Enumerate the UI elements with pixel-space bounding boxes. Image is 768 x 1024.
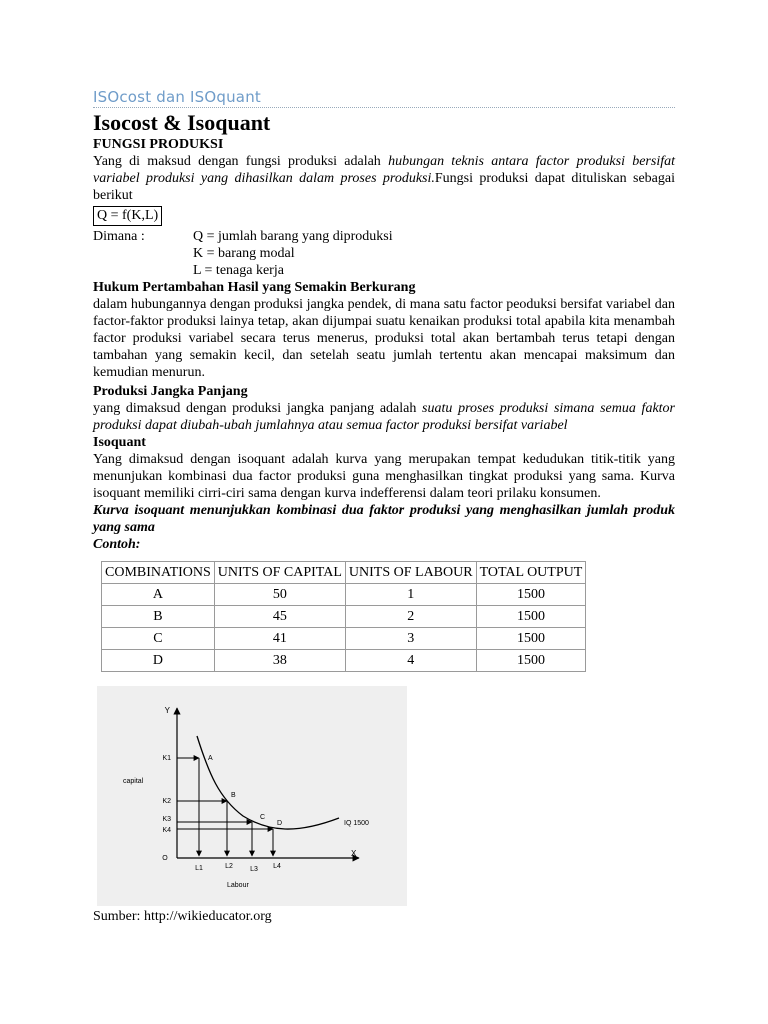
formula-box: Q = f(K,L) — [93, 206, 162, 226]
k2-label: K2 — [162, 798, 171, 805]
table-header: UNITS OF CAPITAL — [214, 562, 345, 584]
blog-title[interactable]: ISOcost dan ISOquant — [93, 88, 675, 108]
table-cell: 1 — [345, 584, 476, 606]
table-cell: 3 — [345, 628, 476, 650]
source-citation: Sumber: http://wikieducator.org — [93, 909, 272, 924]
y-axis-label: capital — [123, 778, 144, 785]
contoh-label: Contoh: — [93, 537, 141, 552]
table-cell: 50 — [214, 584, 345, 606]
table-cell: 1500 — [476, 584, 586, 606]
table-cell: C — [102, 628, 215, 650]
table-cell: 45 — [214, 606, 345, 628]
l1-label: L1 — [195, 865, 203, 872]
dimana-k: K = barang modal — [193, 246, 295, 261]
point-d-label: D — [277, 820, 283, 827]
combinations-table — [101, 561, 586, 672]
dimana-list — [93, 228, 675, 279]
table-cell: 1500 — [476, 628, 586, 650]
table-cell: 4 — [345, 650, 476, 672]
document-page — [93, 88, 675, 672]
origin-label: O — [162, 855, 168, 862]
dimana-label: Dimana : — [93, 229, 145, 244]
isoquant-emphasis: Kurva isoquant menunjukkan kombinasi dua faktor produksi yang menghasilkan jumlah produk yang sama — [93, 503, 675, 535]
point-b-label: B — [231, 792, 236, 799]
table-cell: B — [102, 606, 215, 628]
table-row — [102, 628, 586, 650]
l4-label: L4 — [273, 863, 281, 870]
table-row — [102, 584, 586, 606]
k4-label: K4 — [162, 827, 171, 834]
table-cell: A — [102, 584, 215, 606]
section-text-isoquant: Yang dimaksud dengan isoquant adalah kurva yang merupakan tempat kedudukan titik-titik yang menunjukan kombinasi dua factor produksi guna menghasilkan tingkat produksi yang sama. Kurva isoquant memiliki cirri-ciri sama dengan kurva indefferensi dalam teori prilaku konsumen. — [93, 452, 675, 501]
section-text-fungsi-produksi: Yang di maksud dengan fungsi produksi adalah hubungan teknis antara factor produksi bersifat variabel produksi yang dihasilkan dalam proses produksi.Fungsi produksi dapat dituliskan sebagai berikut — [93, 154, 675, 203]
point-a-label: A — [208, 755, 213, 762]
table-cell: 1500 — [476, 606, 586, 628]
x-axis-letter: X — [351, 849, 357, 858]
page-title: Isocost & Isoquant — [93, 110, 271, 135]
curve-label: IQ 1500 — [344, 820, 369, 827]
section-title-fungsi-produksi: FUNGSI PRODUKSI — [93, 137, 224, 152]
section-title-isoquant: Isoquant — [93, 435, 146, 450]
l2-label: L2 — [225, 863, 233, 870]
table-cell: 41 — [214, 628, 345, 650]
y-axis-letter: Y — [164, 706, 170, 715]
k3-label: K3 — [162, 816, 171, 823]
table-row — [102, 650, 586, 672]
section-title-hukum: Hukum Pertambahan Hasil yang Semakin Berkurang — [93, 280, 416, 295]
dimana-q: Q = jumlah barang yang diproduksi — [193, 229, 393, 244]
table-row — [102, 606, 586, 628]
k1-label: K1 — [162, 755, 171, 762]
table-cell: 1500 — [476, 650, 586, 672]
section-text-hukum: dalam hubungannya dengan produksi jangka pendek, di mana satu factor peoduksi bersifat variabel dan factor-faktor produksi lainya tetap, akan dijumpai suatu kenaikan produksi total apabila kita menambah factor produksi variabel secara terus menerus, produksi total akan bertambah terus tetapi dengan tambahan yang semakin kecil, dan setelah seatu jumlah tertentu akan mencapai maksimum dan kemudian menurun. — [93, 297, 675, 380]
table-header: COMBINATIONS — [102, 562, 215, 584]
table-cell: 38 — [214, 650, 345, 672]
table-cell: D — [102, 650, 215, 672]
isoquant-graph — [97, 686, 407, 906]
isoquant-curve — [197, 736, 339, 829]
table-header: TOTAL OUTPUT — [476, 562, 586, 584]
section-title-jangka-panjang: Produksi Jangka Panjang — [93, 384, 248, 399]
x-axis-label: Labour — [227, 882, 249, 889]
l3-label: L3 — [250, 866, 258, 873]
section-text-jangka-panjang: yang dimaksud dengan produksi jangka panjang adalah suatu proses produksi simana semua faktor produksi dapat diubah-ubah jumlahnya atau semua factor produksi bersifat variabel — [93, 401, 675, 433]
table-cell: 2 — [345, 606, 476, 628]
table-header: UNITS OF LABOUR — [345, 562, 476, 584]
point-c-label: C — [260, 814, 266, 821]
isoquant-chart-svg — [97, 686, 407, 906]
dimana-l: L = tenaga kerja — [193, 263, 284, 278]
